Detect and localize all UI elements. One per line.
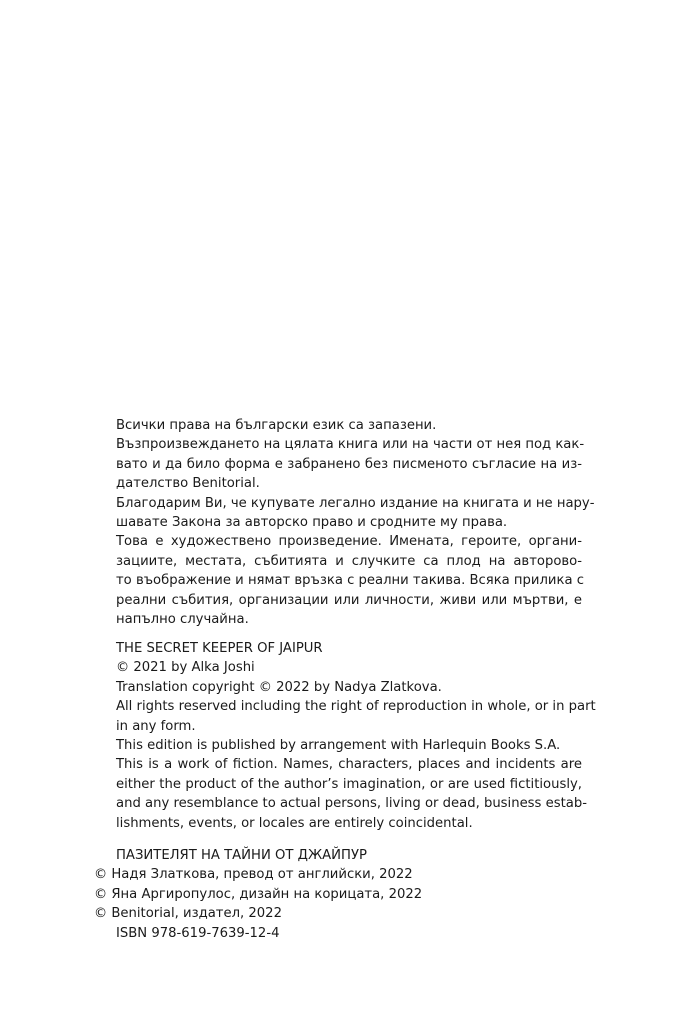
publisher-credit: © Benitorial, издател, 2022 <box>94 906 282 922</box>
copyright-line: This edition is published by arrangement with Harlequin Books S.A. <box>116 738 561 754</box>
cover-design-credit: © Яна Аргиропулос, дизайн на корицата, 2022 <box>94 886 423 902</box>
copyright-line: either the product of the author’s imagination, or are used fictitiously, <box>116 776 582 792</box>
rights-line: то въображение и нямат връзка с реални такива. Всяка прилика с <box>116 573 584 589</box>
rights-line: дателство Benitorial. <box>116 476 260 492</box>
rights-line: Благодарим Ви, че купувате легално издание на книгата и не нару- <box>116 495 595 511</box>
rights-line: Възпроизвеждането на цялата книга или на части от нея под как- <box>116 437 585 453</box>
author-copyright: © 2021 by Alka Joshi <box>116 660 255 676</box>
copyright-line: This is a work of fiction. Names, characters, places and incidents are <box>116 757 582 773</box>
translator-credit: © Надя Златкова, превод от английски, 2022 <box>94 867 413 883</box>
isbn: ISBN 978-619-7639-12-4 <box>116 925 280 941</box>
original-title: THE SECRET KEEPER OF JAIPUR <box>116 641 323 656</box>
translation-copyright: Translation copyright © 2022 by Nadya Zlatkova. <box>116 679 442 695</box>
bulgarian-edition-credits <box>94 846 582 943</box>
rights-line: зациите, местата, събитията и случките са плод на авторово- <box>116 553 582 569</box>
english-copyright-notice <box>116 639 596 833</box>
copyright-line: in any form. <box>116 718 196 734</box>
bulgarian-title: ПАЗИТЕЛЯТ НА ТАЙНИ ОТ ДЖАЙПУР <box>116 848 367 863</box>
rights-line: вато и да било форма е забранено без писменото съгласие на из- <box>116 456 582 472</box>
bulgarian-rights-notice <box>116 416 595 629</box>
copyright-line: All rights reserved including the right of reproduction in whole, or in part <box>116 699 596 715</box>
rights-line: Това е художествено произведение. Имената, героите, органи- <box>116 534 582 550</box>
rights-line: шавате Закона за авторско право и сродните му права. <box>116 515 508 531</box>
rights-line: реални събития, организации или личности, живи или мъртви, е <box>116 592 582 608</box>
copyright-line: lishments, events, or locales are entirely coincidental. <box>116 815 473 831</box>
rights-line: Всички права на български език са запазени. <box>116 418 437 433</box>
copyright-line: and any resemblance to actual persons, living or dead, business estab- <box>116 796 587 812</box>
rights-line: напълно случайна. <box>116 612 249 628</box>
